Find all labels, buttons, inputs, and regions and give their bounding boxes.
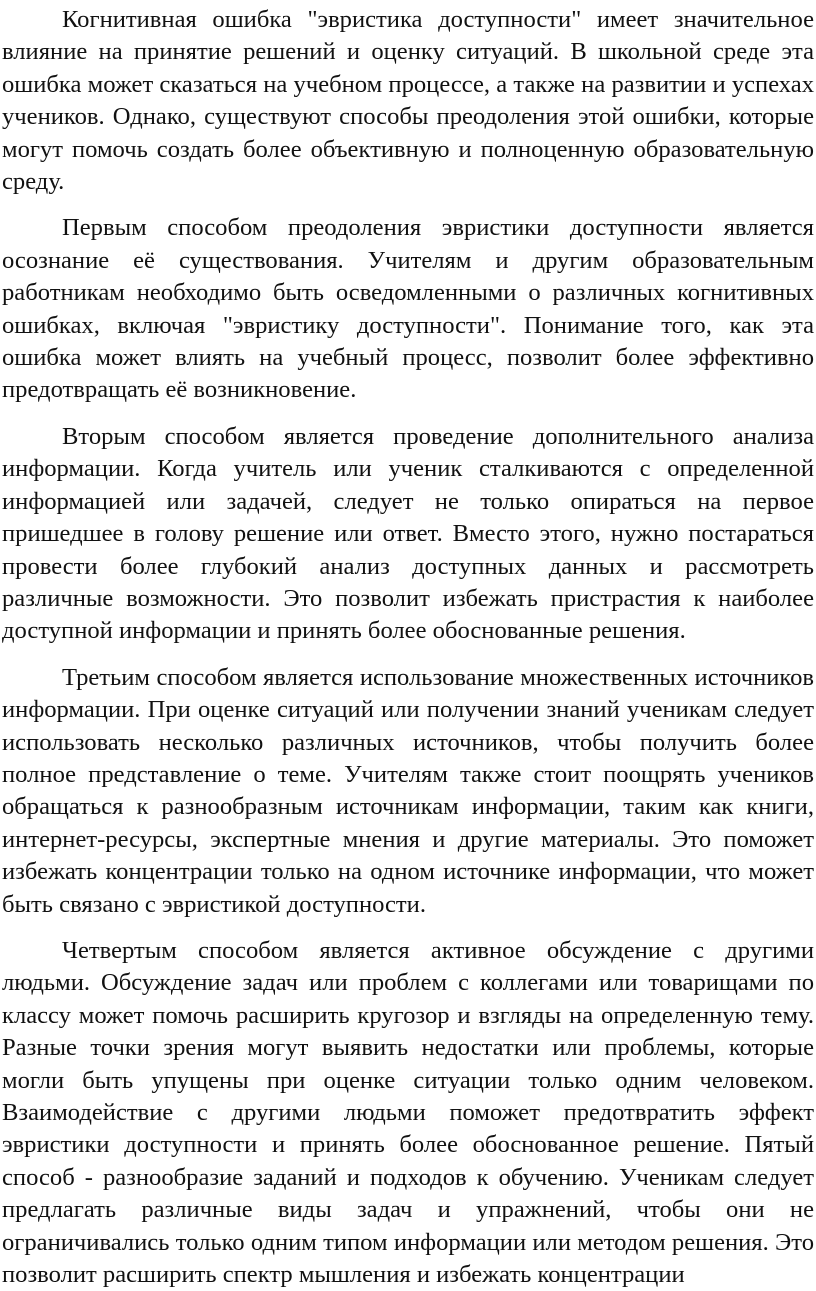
paragraph-4: Третьим способом является использование множественных источников информации. При оценке ситуаций или получении знаний ученикам следует использовать несколько различных источников, чтобы получить более полное представление о теме. Учителям также стоит поощрять учеников обращаться к разнообразным источникам информации, таким как книги, интернет-ресурсы, экспертные мнения и другие материалы. Это поможет избежать концентрации только на одном источнике информации, что может быть связано с эвристикой доступности. <box>2 663 814 918</box>
paragraph-1: Когнитивная ошибка "эвристика доступности" имеет значительное влияние на принятие решений и оценку ситуаций. В школьной среде эта ошибка может сказаться на учебном процессе, а также на развитии и успехах учеников. Однако, существуют способы преодоления этой ошибки, которые могут помочь создать более объективную и полноценную образовательную среду. <box>2 6 814 196</box>
paragraph-2: Первым способом преодоления эвристики доступности является осознание её существования. Учителям и другим образовательным работникам необходимо быть осведомленными о различных когнитивных ошибках, включая "эвристику доступности". Понимание того, как эта ошибка может влиять на учебный процесс, позволит более эффективно предотвращать её возникновение. <box>2 214 814 404</box>
paragraph-5: Четвертым способом является активное обсуждение с другими людьми. Обсуждение задач или проблем с коллегами или товарищами по классу может помочь расширить кругозор и взгляды на определенную тему. Разные точки зрения могут выявить недостатки или проблемы, которые могли быть упущены при оценке ситуации только одним человеком. Взаимодействие с другими людьми поможет предотвратить эффект эвристики доступности и принять более обоснованное решение. Пятый способ - разнообразие заданий и подходов к обучению. Ученикам следует предлагать различные виды задач и упражнений, чтобы они не ограничивались только одним типом информации или методом решения. Это позволит расширить спектр мышления и избежать концентрации <box>2 936 814 1289</box>
paragraph-3: Вторым способом является проведение дополнительного анализа информации. Когда учитель или ученик сталкиваются с определенной информацией или задачей, следует не только опираться на первое пришедшее в голову решение или ответ. Вместо этого, нужно постараться провести более глубокий анализ доступных данных и рассмотреть различные возможности. Это позволит избежать пристрастия к наиболее доступной информации и принять более обоснованные решения. <box>2 422 814 645</box>
